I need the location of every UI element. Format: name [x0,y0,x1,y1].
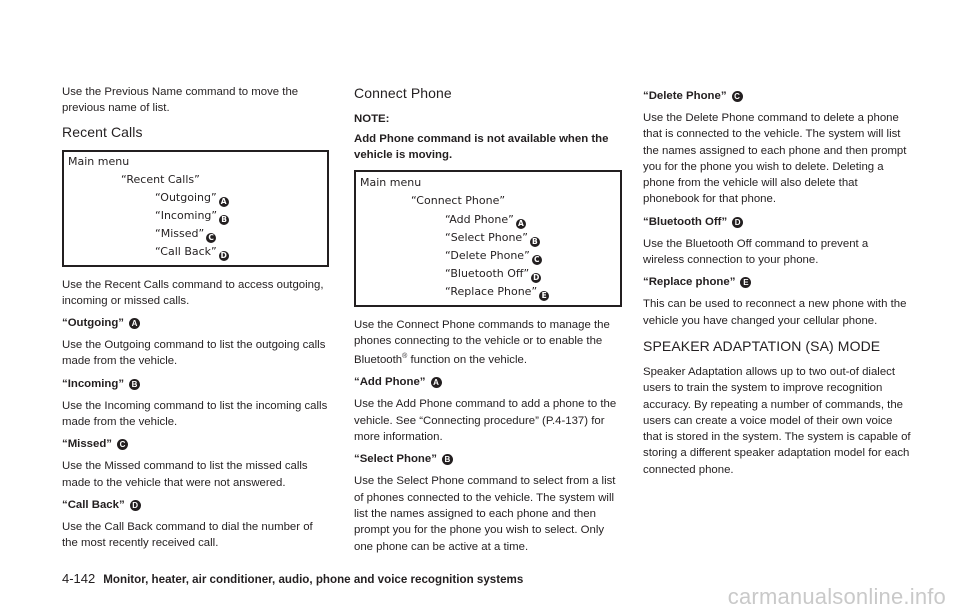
recent-calls-heading: Recent Calls [62,123,143,140]
badge-b-icon: B [129,379,140,390]
call-back-title: “Call Back” D [62,497,330,513]
column-3 [643,84,911,484]
figure-sub-bluetooth-off: “Bluetooth Off” D [445,266,540,282]
incoming-text: Use the Incoming command to list the incoming calls made from the vehicle. [62,399,328,429]
connect-phone-desc: Use the Connect Phone commands to manage the phones connecting to the vehicle or to enable the Bluetooth® function on the vehicle. [354,318,610,367]
figure-sub-delete-phone: “Delete Phone” C [445,249,542,265]
badge-a-icon: A [219,197,229,207]
figure-main-menu: Main menu [360,175,422,189]
note-text: Add Phone command is not available when the vehicle is moving. [354,133,609,162]
note-label: NOTE: [354,113,390,125]
badge-d-icon: D [732,217,743,228]
badge-b-icon: B [219,215,229,225]
badge-d-icon: D [130,500,141,511]
figure-sub-add-phone: “Add Phone” A [445,213,526,229]
connect-phone-figure [354,170,622,307]
figure-sub-outgoing: “Outgoing” A [155,191,229,207]
badge-c-icon: C [206,233,216,243]
badge-b-icon: B [530,237,540,247]
delete-phone-text: Use the Delete Phone command to delete a phone that is connected to the vehicle. The system will list the names assigned to each phone and then prompt you for the phone you wish to delete. Deleting a phone from the vehicle will also delete that phonebook for that phone. [643,112,907,206]
bluetooth-off-title: “Bluetooth Off” D [643,214,911,230]
recent-calls-desc: Use the Recent Calls command to access outgoing, incoming or missed calls. [62,278,324,307]
badge-e-icon: E [539,291,549,301]
page-number: 4-142 [62,571,96,586]
select-phone-text: Use the Select Phone command to select from a list of phones connected to the vehicle. The system will list the names assigned to each phone and then prompt you for the phone you wish to select. Only one phone can be active at a time. [354,475,616,553]
badge-a-icon: A [129,318,140,329]
figure-menu-item: “Recent Calls” [121,172,200,186]
replace-phone-text: This can be used to reconnect a new phone with the vehicle you have changed your cellular phone. [643,298,907,327]
badge-c-icon: C [732,91,743,102]
badge-d-icon: D [533,272,540,282]
missed-text: Use the Missed command to list the missed calls made to the vehicle that were not answered. [62,460,308,489]
badge-c-icon: C [117,439,128,450]
figure-menu-item: “Connect Phone” [411,193,506,207]
page-footer [62,571,523,586]
connect-phone-heading: Connect Phone [354,85,452,101]
footer-title: Monitor, heater, air conditioner, audio, phone and voice recognition systems [103,573,524,586]
call-back-text: Use the Call Back command to dial the number of the most recently received call. [62,520,313,550]
figure-sub-call-back: “Call Back” D [155,244,227,260]
outgoing-title: “Outgoing” A [62,315,330,331]
figure-sub-missed: “Missed” C [155,227,216,243]
column-2 [354,84,622,561]
replace-phone-title: “Replace phone” E [643,274,911,290]
watermark: carmanualsonline.info [727,584,946,609]
badge-b-icon: B [442,454,453,465]
delete-phone-title: “Delete Phone” C [643,88,911,104]
add-phone-title: “Add Phone” A [354,374,622,390]
missed-title: “Missed” C [62,436,330,452]
badge-c-icon: C [532,255,542,265]
outgoing-text: Use the Outgoing command to list the outgoing calls made from the vehicle. [62,339,326,368]
speaker-adaptation-heading: SPEAKER ADAPTATION (SA) MODE [643,337,881,354]
recent-calls-figure [62,150,329,267]
figure-sub-incoming: “Incoming” B [155,209,229,225]
intro-text: Use the Previous Name command to move the previous name of list. [62,86,299,115]
bluetooth-off-text: Use the Bluetooth Off command to prevent a wireless connection to your phone. [643,237,869,267]
add-phone-text: Use the Add Phone command to add a phone to the vehicle. See “Connecting procedure” (P.4-137) for more information. [354,398,617,444]
badge-d-icon: D [220,250,227,260]
select-phone-title: “Select Phone” B [354,451,622,467]
figure-main-menu: Main menu [68,154,130,168]
badge-a-icon: A [431,377,442,388]
figure-sub-select-phone: “Select Phone” B [445,231,540,247]
column-1 [62,84,330,558]
badge-e-icon: E [740,277,751,288]
badge-a-icon: A [516,219,526,229]
figure-sub-replace-phone: “Replace Phone” E [445,285,549,301]
speaker-adaptation-text: Speaker Adaptation allows up to two out-of dialect users to train the system to improve recognition accuracy. By repeating a number of commands, the users can create a voice model of their own voice that is stored in the system. The system is capable of storing a different speaker adaptation model for each connected phone. [643,365,911,476]
incoming-title: “Incoming” B [62,376,330,392]
